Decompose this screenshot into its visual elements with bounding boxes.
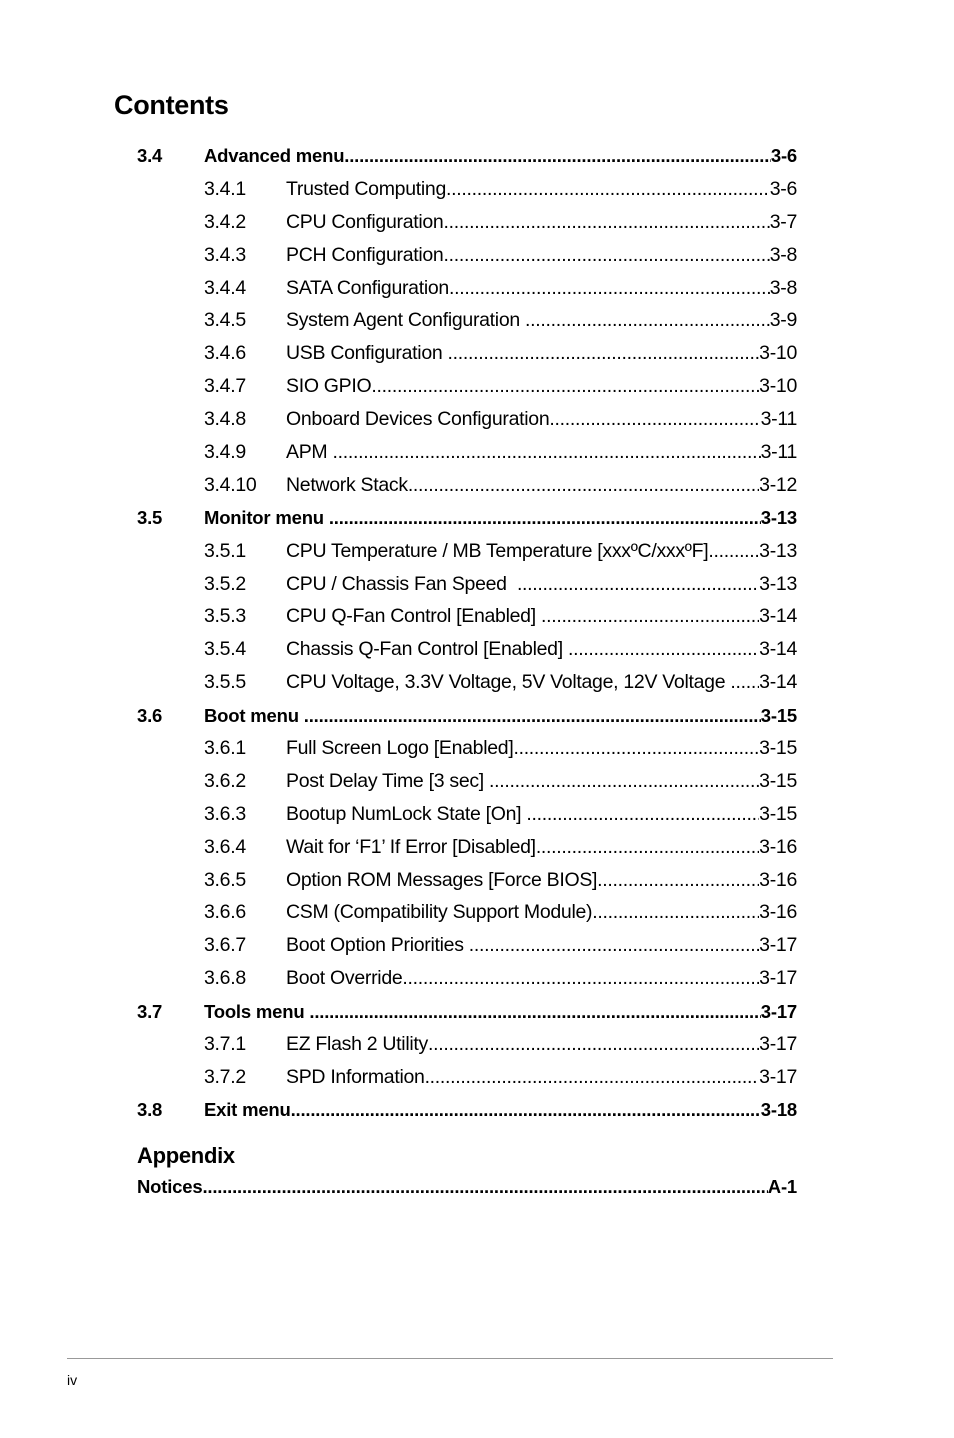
toc-entry[interactable] bbox=[137, 633, 797, 666]
dot-leader bbox=[469, 934, 759, 957]
toc-entry-line bbox=[204, 705, 797, 727]
dot-leader bbox=[443, 211, 769, 234]
toc-entry-label: CSM (Compatibility Support Module) bbox=[286, 901, 593, 924]
footer-divider bbox=[67, 1358, 833, 1359]
toc-entry-label: Full Screen Logo [Enabled] bbox=[286, 736, 514, 759]
toc-entry-page: 3-13 bbox=[759, 539, 797, 562]
toc-entry[interactable] bbox=[137, 502, 797, 535]
toc-entry-number: 3.5.4 bbox=[204, 638, 246, 661]
toc-entry-page: 3-14 bbox=[759, 638, 797, 661]
appendix-heading: Appendix bbox=[137, 1143, 235, 1168]
toc-entry[interactable] bbox=[137, 173, 797, 206]
dot-leader bbox=[443, 244, 769, 267]
dot-leader bbox=[291, 1099, 761, 1121]
toc-entry-line bbox=[286, 211, 797, 234]
dot-leader bbox=[428, 1033, 759, 1056]
toc-entry-notices[interactable] bbox=[137, 1176, 797, 1206]
toc-entry-page: 3-14 bbox=[759, 671, 797, 694]
dot-leader bbox=[332, 441, 760, 464]
toc-entry-line bbox=[286, 1033, 797, 1056]
toc-entry-label: SIO GPIO bbox=[286, 375, 372, 398]
toc-entry-label: Monitor menu bbox=[204, 507, 329, 529]
toc-entry-number: 3.6.4 bbox=[204, 835, 246, 858]
toc-entry-line bbox=[286, 967, 797, 990]
toc-entry-label: Network Stack bbox=[286, 473, 408, 496]
dot-leader bbox=[309, 1001, 760, 1023]
toc-entry-line bbox=[286, 869, 797, 892]
toc-entry-number: 3.6.2 bbox=[204, 769, 246, 792]
dot-leader bbox=[202, 1176, 767, 1198]
page-title: Contents bbox=[114, 90, 229, 120]
toc-entry-line bbox=[286, 638, 797, 661]
toc-entry-label: Onboard Devices Configuration bbox=[286, 408, 550, 431]
toc-entry[interactable] bbox=[137, 304, 797, 337]
toc-entry-page: 3-17 bbox=[759, 1065, 797, 1088]
toc-entry-page: 3-18 bbox=[760, 1099, 797, 1121]
dot-leader bbox=[536, 836, 759, 859]
toc-entry-label: Boot Option Priorities bbox=[286, 934, 469, 957]
toc-entry-label: Bootup NumLock State [On] bbox=[286, 802, 527, 825]
dot-leader bbox=[344, 145, 771, 167]
toc-entry-label: Notices bbox=[137, 1176, 203, 1197]
toc-entry[interactable] bbox=[137, 896, 797, 929]
dot-leader bbox=[517, 573, 759, 596]
toc-entry-page: 3-16 bbox=[759, 835, 797, 858]
toc-entry-number: 3.4 bbox=[137, 145, 163, 167]
dot-leader bbox=[568, 638, 759, 661]
toc-entry[interactable] bbox=[137, 995, 797, 1028]
toc-entry-label: Boot Override bbox=[286, 967, 403, 990]
dot-leader bbox=[446, 178, 770, 201]
toc-entry[interactable] bbox=[137, 140, 797, 173]
toc-entry-label: SPD Information bbox=[286, 1065, 425, 1088]
toc-entry-number: 3.6.5 bbox=[204, 868, 246, 891]
dot-leader bbox=[526, 803, 759, 826]
toc-entry-line bbox=[286, 737, 797, 760]
toc-entry[interactable] bbox=[137, 535, 797, 568]
toc-entry-page: 3-16 bbox=[759, 901, 797, 924]
toc-entry-label: CPU Q-Fan Control [Enabled] bbox=[286, 605, 541, 628]
toc-entry-line bbox=[204, 507, 797, 529]
toc-entry-page: 3-6 bbox=[770, 145, 797, 167]
toc-entry-number: 3.7.2 bbox=[204, 1065, 246, 1088]
toc-entry[interactable] bbox=[137, 568, 797, 601]
toc-entry-label: APM bbox=[286, 440, 333, 463]
toc-entry-number: 3.4.8 bbox=[204, 408, 246, 431]
toc-entry-page: 3-13 bbox=[759, 572, 797, 595]
toc-entry-line bbox=[286, 244, 797, 267]
dot-leader bbox=[513, 737, 759, 760]
toc-entry-line bbox=[286, 178, 797, 201]
toc-entry-label: SATA Configuration bbox=[286, 276, 449, 299]
toc-entry-number: 3.7 bbox=[137, 1000, 163, 1022]
toc-entry-line bbox=[286, 836, 797, 859]
toc-entry-page: 3-8 bbox=[769, 276, 797, 299]
toc-entry-label: Exit menu bbox=[204, 1099, 291, 1121]
toc-entry[interactable] bbox=[137, 206, 797, 239]
toc-entry-label: Advanced menu bbox=[204, 145, 345, 167]
toc-entry-line bbox=[286, 309, 797, 332]
toc-entry[interactable] bbox=[137, 929, 797, 962]
toc-entry[interactable] bbox=[137, 1094, 797, 1127]
toc-entry-page: 3-12 bbox=[759, 473, 797, 496]
toc-entry-line bbox=[286, 540, 797, 563]
toc-entry-number: 3.4.5 bbox=[204, 309, 246, 332]
table-of-contents bbox=[137, 140, 797, 1127]
toc-entry[interactable] bbox=[137, 239, 797, 272]
toc-entry-page: 3-14 bbox=[759, 605, 797, 628]
toc-entry-number: 3.4.2 bbox=[204, 210, 246, 233]
toc-entry-page: 3-17 bbox=[759, 967, 797, 990]
toc-entry-page: 3-15 bbox=[759, 736, 797, 759]
toc-entry-line bbox=[204, 145, 797, 167]
toc-entry-page: 3-10 bbox=[759, 342, 797, 365]
toc-entry-line bbox=[286, 573, 797, 596]
dot-leader bbox=[541, 605, 759, 628]
toc-entry-label: Trusted Computing bbox=[286, 177, 447, 200]
toc-entry-page: 3-15 bbox=[759, 802, 797, 825]
toc-entry-page: 3-13 bbox=[760, 507, 797, 529]
toc-entry[interactable] bbox=[137, 1061, 797, 1094]
toc-entry-line bbox=[286, 441, 797, 464]
toc-entry-page: 3-15 bbox=[760, 704, 797, 726]
toc-entry-label: Boot menu bbox=[204, 704, 304, 726]
toc-entry[interactable] bbox=[137, 337, 797, 370]
toc-entry[interactable] bbox=[137, 666, 797, 699]
toc-entry-number: 3.4.3 bbox=[204, 243, 246, 266]
toc-entry-line bbox=[286, 605, 797, 628]
toc-entry-number: 3.6.6 bbox=[204, 901, 246, 924]
toc-entry-label: CPU Voltage, 3.3V Voltage, 5V Voltage, 12V Voltage bbox=[286, 671, 731, 694]
toc-entry[interactable] bbox=[137, 798, 797, 831]
toc-entry-label: EZ Flash 2 Utility bbox=[286, 1032, 428, 1055]
toc-entry[interactable] bbox=[137, 370, 797, 403]
toc-entry-number: 3.4.10 bbox=[204, 473, 257, 496]
toc-entry[interactable] bbox=[137, 436, 797, 469]
toc-entry-page: 3-6 bbox=[769, 177, 797, 200]
toc-entry-number: 3.6.7 bbox=[204, 934, 246, 957]
toc-entry-line bbox=[286, 474, 797, 497]
toc-entry-page: 3-9 bbox=[769, 309, 797, 332]
toc-entry-number: 3.4.1 bbox=[204, 177, 246, 200]
dot-leader bbox=[329, 507, 761, 529]
toc-entry-page: 3-11 bbox=[760, 408, 797, 431]
toc-entry-label: System Agent Configuration bbox=[286, 309, 526, 332]
toc-entry-page: 3-16 bbox=[759, 868, 797, 891]
dot-leader bbox=[448, 342, 760, 365]
toc-entry-line bbox=[286, 934, 797, 957]
toc-entry[interactable] bbox=[137, 600, 797, 633]
toc-entry[interactable] bbox=[137, 469, 797, 502]
toc-entry[interactable] bbox=[137, 831, 797, 864]
toc-entry[interactable] bbox=[137, 765, 797, 798]
dot-leader bbox=[730, 671, 759, 694]
footer-page-number: iv bbox=[67, 1372, 78, 1388]
toc-entry-label: Option ROM Messages [Force BIOS] bbox=[286, 868, 598, 891]
dot-leader bbox=[489, 770, 759, 793]
toc-entry-label: CPU Configuration bbox=[286, 210, 444, 233]
toc-entry-number: 3.8 bbox=[137, 1099, 163, 1121]
toc-entry-number: 3.5.3 bbox=[204, 605, 246, 628]
dot-leader bbox=[402, 967, 759, 990]
toc-entry-page: 3-11 bbox=[760, 440, 797, 463]
toc-entry-number: 3.7.1 bbox=[204, 1032, 246, 1055]
toc-entry-line bbox=[286, 342, 797, 365]
toc-entry-line bbox=[286, 770, 797, 793]
toc-entry-number: 3.6.1 bbox=[204, 736, 246, 759]
toc-entry-line bbox=[204, 1099, 797, 1121]
toc-entry-number: 3.5.1 bbox=[204, 539, 246, 562]
dot-leader bbox=[304, 705, 761, 727]
toc-entry-label: CPU / Chassis Fan Speed bbox=[286, 572, 517, 595]
toc-entry-label: USB Configuration bbox=[286, 342, 448, 365]
dot-leader bbox=[592, 901, 759, 924]
toc-entry-label: Post Delay Time [3 sec] bbox=[286, 769, 490, 792]
toc-entry[interactable] bbox=[137, 962, 797, 995]
dot-leader bbox=[449, 277, 770, 300]
toc-entry[interactable] bbox=[137, 864, 797, 897]
toc-entry-number: 3.4.4 bbox=[204, 276, 246, 299]
toc-entry-page: 3-17 bbox=[760, 1000, 797, 1022]
toc-entry[interactable] bbox=[137, 699, 797, 732]
toc-entry[interactable] bbox=[137, 403, 797, 436]
toc-entry-number: 3.6.3 bbox=[204, 802, 246, 825]
toc-entry-line bbox=[286, 671, 797, 694]
toc-entry-number: 3.5.2 bbox=[204, 572, 246, 595]
toc-entry-page: 3-8 bbox=[769, 243, 797, 266]
toc-entry-page: 3-15 bbox=[759, 769, 797, 792]
toc-entry-line bbox=[204, 1001, 797, 1023]
toc-entry-page: 3-17 bbox=[759, 934, 797, 957]
toc-entry-number: 3.4.6 bbox=[204, 342, 246, 365]
dot-leader bbox=[371, 375, 759, 398]
toc-entry-label: Wait for ‘F1’ If Error [Disabled] bbox=[286, 835, 536, 858]
toc-entry-line bbox=[286, 277, 797, 300]
dot-leader bbox=[708, 540, 759, 563]
toc-entry[interactable] bbox=[137, 732, 797, 765]
toc-entry-page: A-1 bbox=[767, 1176, 797, 1197]
toc-entry-number: 3.6.8 bbox=[204, 967, 246, 990]
toc-entry-page: 3-17 bbox=[759, 1032, 797, 1055]
toc-entry-number: 3.6 bbox=[137, 704, 163, 726]
dot-leader bbox=[408, 474, 759, 497]
toc-entry-label: CPU Temperature / MB Temperature [xxxºC/xxxºF] bbox=[286, 539, 709, 562]
toc-entry-number: 3.4.9 bbox=[204, 440, 246, 463]
toc-entry-line bbox=[286, 1066, 797, 1089]
toc-entry-line bbox=[286, 375, 797, 398]
toc-entry-label: Tools menu bbox=[204, 1000, 310, 1022]
toc-entry[interactable] bbox=[137, 272, 797, 305]
toc-entry-number: 3.4.7 bbox=[204, 375, 246, 398]
dot-leader bbox=[525, 309, 770, 332]
toc-entry-label: PCH Configuration bbox=[286, 243, 444, 266]
toc-entry-number: 3.5.5 bbox=[204, 671, 246, 694]
dot-leader bbox=[597, 869, 759, 892]
dot-leader bbox=[425, 1066, 760, 1089]
toc-entry-line bbox=[286, 901, 797, 924]
toc-entry-number: 3.5 bbox=[137, 507, 163, 529]
toc-entry-line bbox=[286, 803, 797, 826]
toc-entry-page: 3-7 bbox=[769, 210, 797, 233]
dot-leader bbox=[549, 408, 760, 431]
toc-entry-label: Chassis Q-Fan Control [Enabled] bbox=[286, 638, 568, 661]
toc-entry-line bbox=[286, 408, 797, 431]
toc-entry-page: 3-10 bbox=[759, 375, 797, 398]
toc-entry[interactable] bbox=[137, 1028, 797, 1061]
